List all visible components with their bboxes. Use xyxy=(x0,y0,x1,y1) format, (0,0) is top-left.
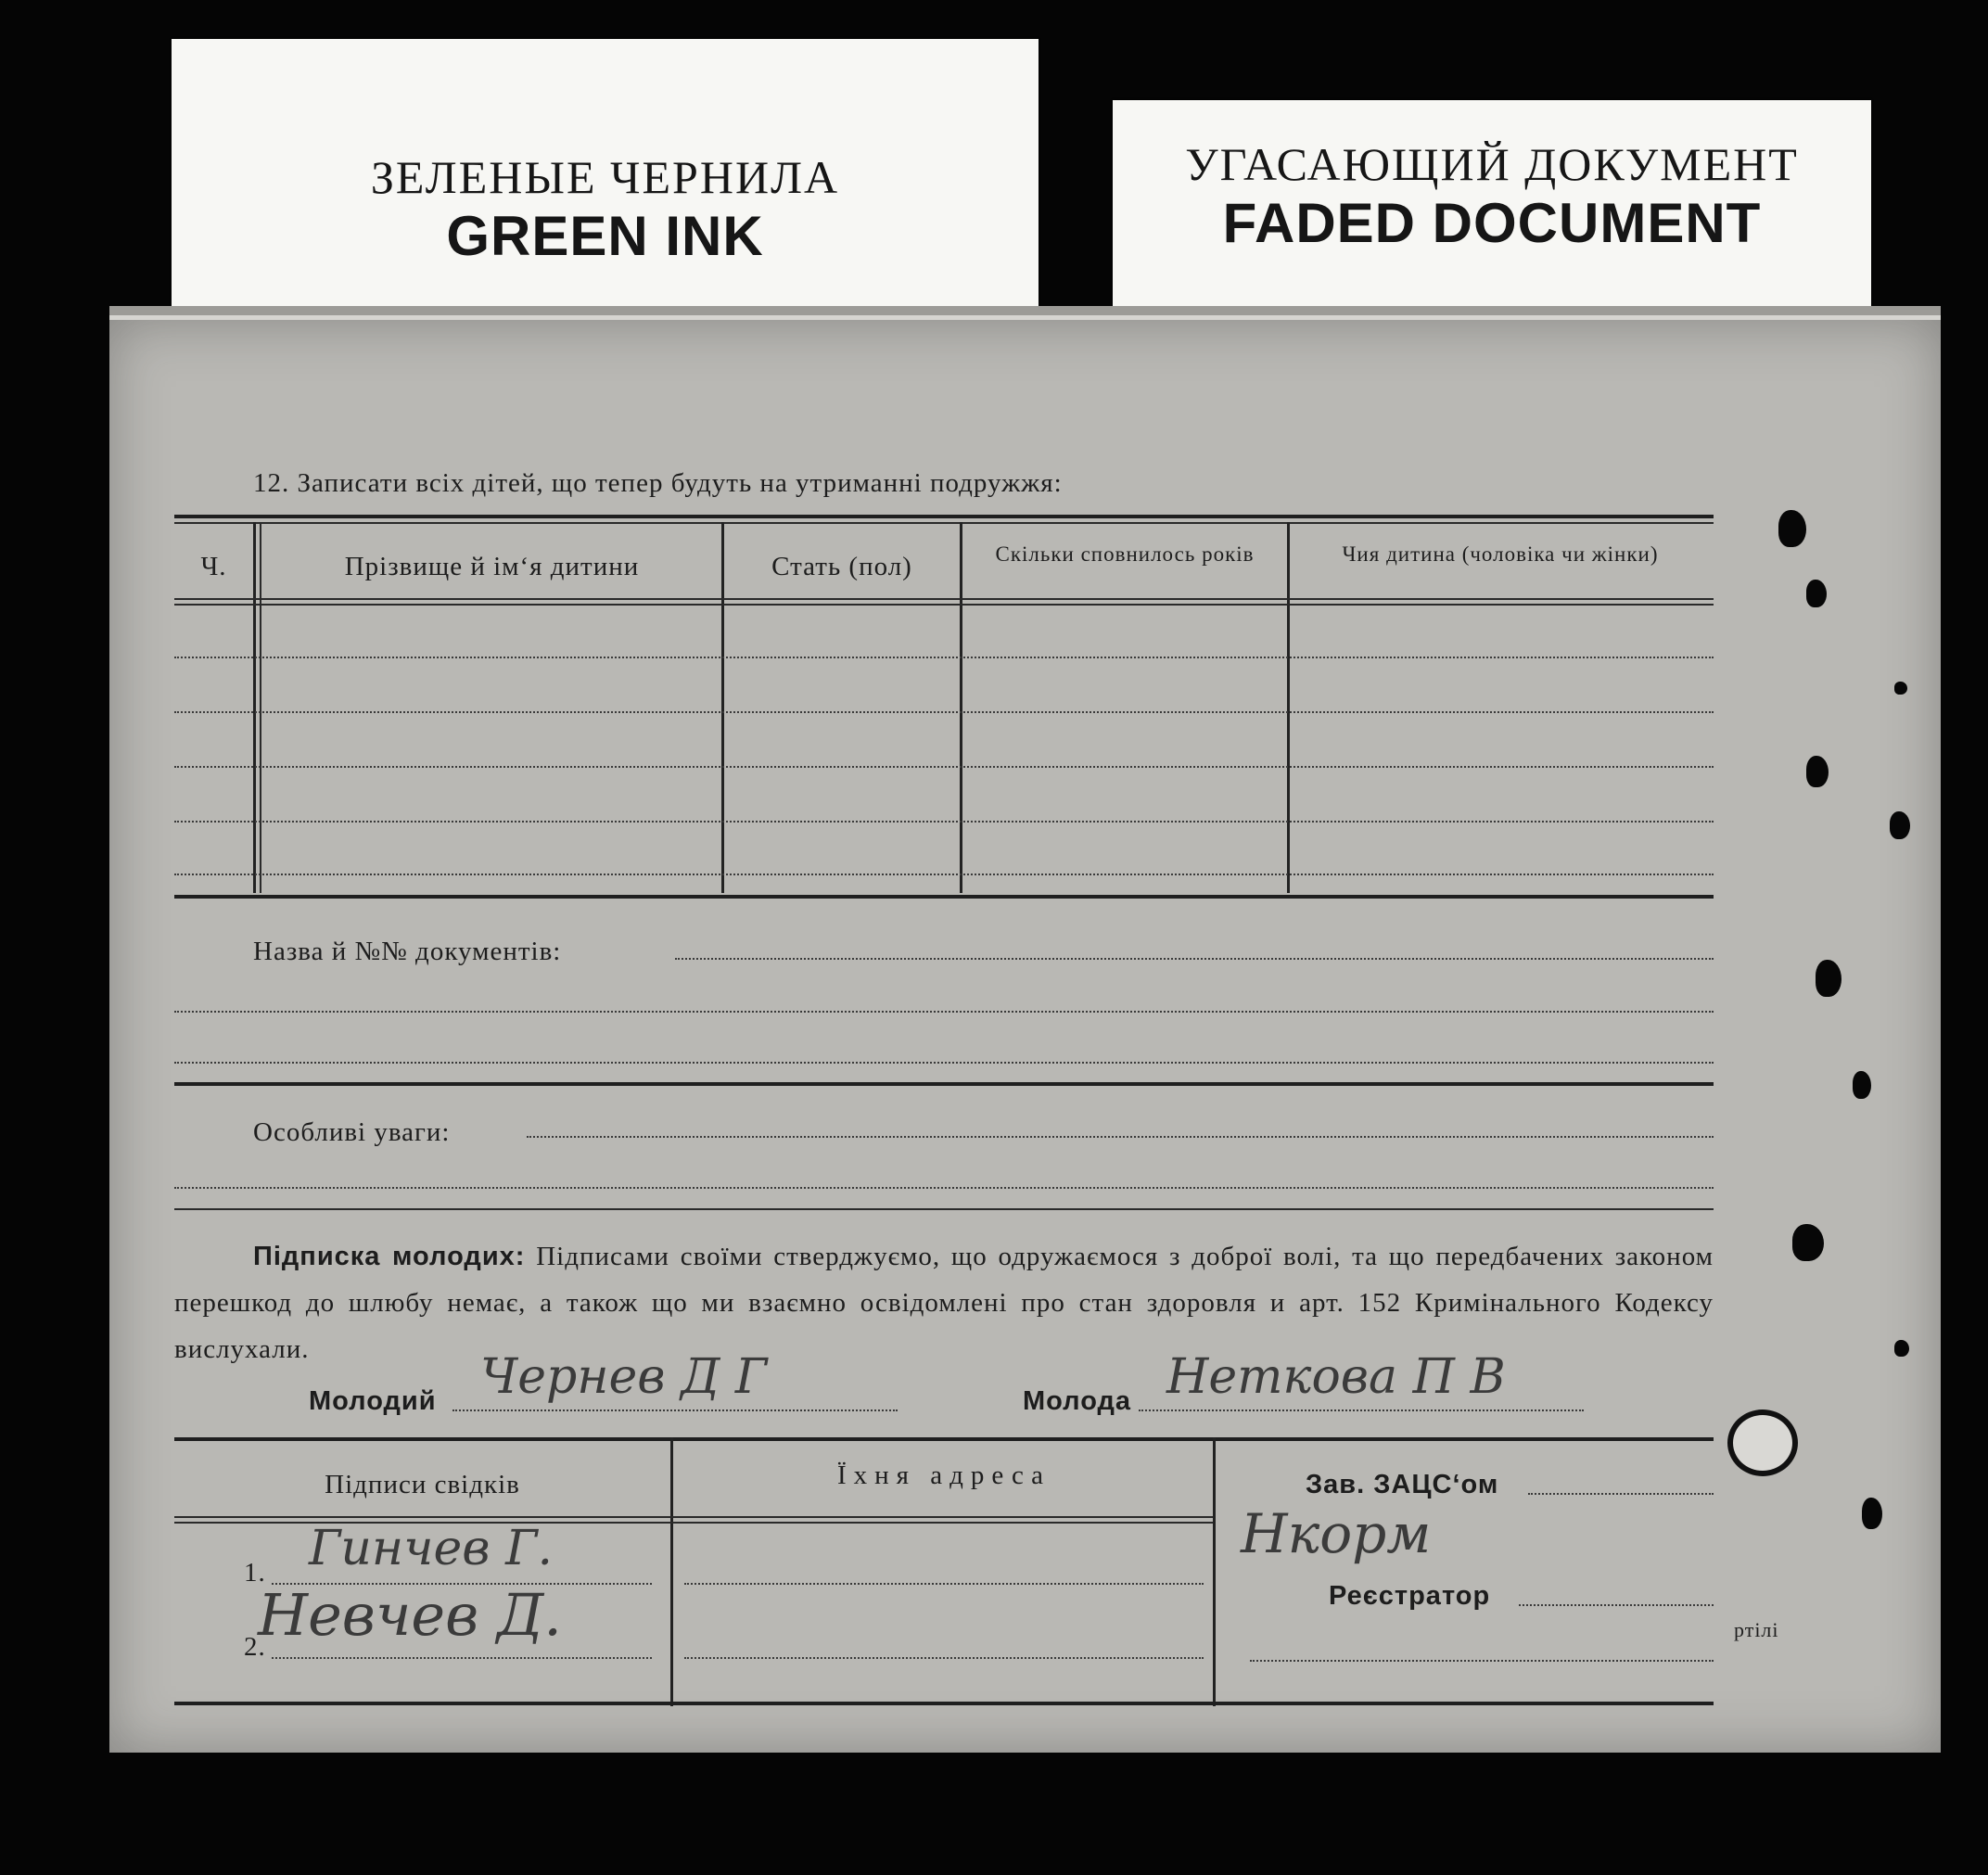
remarks-line xyxy=(527,1136,1714,1138)
remarks-label: Особливі уваги: xyxy=(253,1117,451,1147)
registration-form-sheet xyxy=(109,315,1941,1753)
punch-hole xyxy=(1890,811,1910,839)
table-top-rule-inner xyxy=(174,522,1714,524)
faded-en-text: FADED DOCUMENT xyxy=(1222,192,1762,254)
registrar-line xyxy=(1250,1660,1714,1662)
item-12-heading: 12. Записати всіх дітей, що тепер будуть на утриманні подружжя: xyxy=(253,468,1063,498)
documents-line xyxy=(675,958,1714,960)
documents-line xyxy=(174,1062,1714,1064)
witness-col-divider xyxy=(670,1437,673,1706)
bride-label: Молода xyxy=(1023,1386,1132,1416)
witness-2-line xyxy=(272,1657,652,1659)
table-row xyxy=(174,874,1714,875)
table-col-divider xyxy=(260,522,261,893)
remarks-line xyxy=(174,1187,1714,1189)
pledge-text: Підписами своїми стверджуємо, що одружаємося з доброї волі, та що передбачених законом перешкод до шлюбу немає, а також що ми взаємно освідомлені про стан здоровля и арт. 152 Кримінального Кодексу вислухали. xyxy=(174,1242,1714,1364)
table-col-divider xyxy=(1287,522,1290,893)
address-2-line xyxy=(684,1657,1204,1659)
registry-head-label: Зав. ЗАЦС‘ом xyxy=(1306,1470,1499,1499)
punch-hole xyxy=(1894,682,1907,695)
groom-signature-line xyxy=(452,1409,898,1411)
witness-2-signature: Невчев Д. xyxy=(258,1581,563,1649)
bride-signature: Неткова П В xyxy=(1166,1349,1506,1405)
col-header-child-name: Прізвище й ім‘я дитини xyxy=(344,552,640,581)
groom-signature: Чернев Д Г xyxy=(480,1349,768,1405)
documents-line xyxy=(174,1011,1714,1013)
witness-2-number: 2. xyxy=(244,1632,266,1662)
witness-table-top-rule xyxy=(174,1437,1714,1441)
faded-document-label-card xyxy=(1113,100,1871,332)
address-header: Їхня адреса xyxy=(836,1460,1051,1490)
witness-1-number: 1. xyxy=(244,1558,266,1588)
punch-hole xyxy=(1792,1224,1824,1261)
witness-col-divider xyxy=(1213,1437,1216,1706)
documents-label: Назва й №№ документів: xyxy=(253,937,562,966)
witness-1-signature: Гинчев Г. xyxy=(309,1521,554,1576)
table-row xyxy=(174,657,1714,658)
green-ink-label-card xyxy=(172,39,1039,326)
table-header-rule xyxy=(174,598,1714,600)
col-header-num: Ч. xyxy=(200,552,227,581)
margin-fragment: ртілі xyxy=(1734,1618,1779,1641)
table-col-divider xyxy=(960,522,962,893)
punch-hole xyxy=(1816,960,1841,997)
table-row xyxy=(174,766,1714,768)
punch-hole xyxy=(1806,580,1827,607)
table-row xyxy=(174,711,1714,713)
punch-ring xyxy=(1727,1409,1798,1476)
witness-header: Підписи свідків xyxy=(325,1470,520,1499)
registrar-label: Реєстратор xyxy=(1329,1581,1491,1611)
address-1-line xyxy=(684,1583,1204,1585)
section-rule xyxy=(174,1082,1714,1086)
punch-hole xyxy=(1806,756,1829,787)
table-header-rule xyxy=(174,604,1714,606)
bride-signature-line xyxy=(1139,1409,1584,1411)
witness-table-bottom-rule xyxy=(174,1702,1714,1705)
witness-header-rule xyxy=(174,1516,1213,1518)
groom-label: Молодий xyxy=(309,1386,437,1416)
col-header-sex: Стать (пол) xyxy=(771,552,912,581)
punch-hole xyxy=(1894,1340,1909,1357)
pledge-title: Підписка молодих: xyxy=(253,1242,526,1271)
col-header-whose-child: Чия дитина (чоловіка чи жінки) xyxy=(1342,542,1659,566)
punch-hole xyxy=(1778,510,1806,547)
table-row xyxy=(174,821,1714,823)
registry-head-line xyxy=(1528,1493,1714,1495)
table-col-divider xyxy=(253,522,256,893)
registry-head-signature: Нкорм xyxy=(1241,1502,1432,1565)
table-top-rule xyxy=(174,515,1714,518)
green-ink-ru-text: ЗЕЛЕНЫЕ ЧЕРНИЛА xyxy=(370,151,840,203)
table-bottom-rule xyxy=(174,895,1714,899)
green-ink-en-text: GREEN INK xyxy=(446,205,764,267)
punch-hole xyxy=(1862,1498,1882,1529)
faded-ru-text: УГАСАЮЩИЙ ДОКУМЕНТ xyxy=(1185,138,1799,190)
registrar-line xyxy=(1519,1604,1714,1606)
col-header-age: Скільки сповнилось років xyxy=(995,542,1255,566)
punch-hole xyxy=(1853,1071,1871,1099)
section-rule xyxy=(174,1208,1714,1210)
